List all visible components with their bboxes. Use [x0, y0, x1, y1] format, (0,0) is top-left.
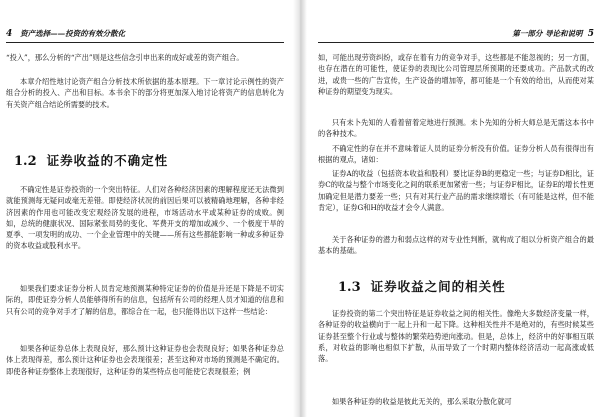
- section-title: 证券收益的不确定性: [46, 153, 169, 168]
- left-page: [0, 0, 290, 417]
- right-paragraph-6: 证券投资的第二个突出特征是证券收益之间的相关性。像绝大多数经济变量一样，各种证券的收益横向于一起上升和一起下降。这种相关性并不是绝对的，有些时候某些证券甚至整个行业或与整体的繁荣趋势逆向涨动。但是，总体上，经济中的好事相互联系，对收益的影响也相似下扩散，从而导致了一个时期内整体经济活动一起高涨或低落。: [318, 309, 594, 364]
- section-title: 证券收益之间的相关性: [370, 279, 506, 294]
- right-page-number: 5: [587, 29, 594, 39]
- left-paragraph-4: 如果我们要求证券分析人员肯定地预测某种特定证券的价值是升还是下降是不切实际的，即使证券分析人员能够得所有的信息，包括所有公司的经理人员才知道的信息和只有公司的竞争对手才了解的信息，都综合在一起，也只能得出以下这样一些结论：: [6, 284, 284, 316]
- left-paragraph-3: 不确定性是证券投资的一个突出特征。人们对各种经济因素的理解程度还无法微到就能预测每无疑问或毫无差错。即使经济状况的前因后果可以被精确地理解，各种非经济因素的作用也可能改变宏观经济发展的进程，市场活动水平或某种证券的成败。例如，总统的健康状况、国际紧张局势的变化、军费开支的增加或减少、一个极度干旱的夏季、一项发明的成功、一个企业管理中的关键——所有这些都能影响一种或多种证券的资本收益或股利水平。: [6, 185, 284, 251]
- section-heading-1-2: [14, 150, 168, 169]
- left-header-rule: [6, 42, 284, 43]
- right-paragraph-4: 证券A的收益（包括资本收益和股利）要比证券B的更稳定一些；与证券D相比，证券C的收益与整个市场变化之间的联系更加紧密一些；与证券F相比，证券E的增长性更加确定但是潜力要差一些；只有对其行业产品的需求继续增长（有可能是这样，但不能肯定），证券G和H的收益才会令人满意。: [318, 169, 594, 212]
- left-paragraph-1: “投入”，那么分析的“产出”则是这些信念引申出来的成好或差的资产组合。: [6, 53, 244, 62]
- left-running-head-text: 资产选择——投资的有效分散化: [20, 29, 126, 38]
- right-paragraph-5: 关于各种证券的潜力和弱点这样的对专业性判断，就构成了组以分析资产组合的最基本的基础。: [318, 235, 594, 256]
- left-paragraph-5: 如果各种证券总体上表现良好，那么预计这种证券也会表现良好；如果各种证券总体上表现得差，那么预计这种证券也会表现很差；甚至这种对市场的预测是不确定的。即使各种证券整体上表现很好，这种证券的某些特点也可能使它表现很差；例: [6, 344, 284, 376]
- right-page: [310, 0, 600, 417]
- left-running-head: [6, 28, 125, 39]
- right-paragraph-2: 只有未卜先知的人看着留着定地进行预测。未卜先知的分析大师总是无需这本书中的各种技术。: [318, 118, 594, 139]
- right-running-head: [512, 28, 594, 39]
- right-paragraph-7: 如果各种证券的收益是彼此无关的，那么采取分散化就可: [332, 397, 512, 406]
- right-paragraph-3: 不确定性的存在并不意味着证人员的证券分析没有价值。证券分析人员有很得出有根据的观点，诸如：: [318, 144, 594, 165]
- left-paragraph-2: 本章介绍性地讨论资产组合分析技术所依据的基本原理。下一章讨论示例性的资产组合分析的投入、产出和目标。本书余下的部分将更加深入地讨论将资产的信息转化为有关资产组合结论所需要的技术。: [6, 77, 284, 109]
- section-number: 1.2: [14, 154, 37, 169]
- right-header-rule: [318, 42, 594, 43]
- section-number: 1.3: [338, 280, 361, 295]
- right-paragraph-1: 如，可能出现劳资纠纷，或存在着有力的竞争对手，这些都是不能忽视的；另一方面，也存在潜在的可能性，使证券的表现比公司管理层所预期的还要成功。产品款式的改进，或贵一些的广告宣传，生产设备的增加等，都可能是一个有效的给出，从而使对某种证券的期望变为现实。: [318, 53, 594, 96]
- left-page-number: 4: [6, 29, 13, 39]
- section-heading-1-3: [338, 276, 506, 295]
- book-gutter: [293, 0, 307, 417]
- right-running-head-text: 第一部分 导论和说明: [512, 29, 583, 38]
